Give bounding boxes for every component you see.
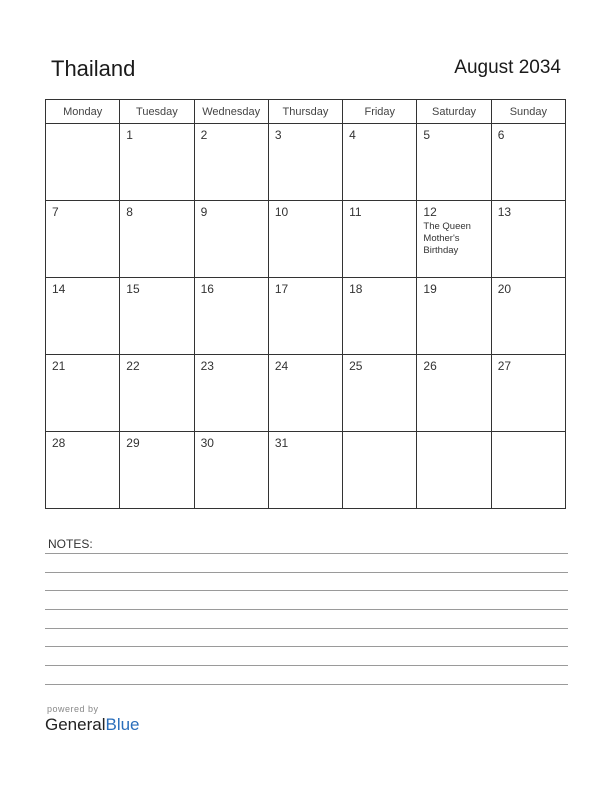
day-number: 13	[497, 205, 512, 219]
day-number: 22	[126, 359, 140, 373]
powered-by-text: powered by	[47, 704, 99, 714]
day-number: 11	[349, 205, 362, 219]
day-number: 28	[52, 436, 66, 450]
day-cell	[491, 201, 565, 278]
note-line	[45, 590, 568, 591]
day-number: 23	[200, 359, 214, 373]
brand-name-general: General	[45, 715, 106, 734]
day-cell	[491, 432, 565, 509]
note-line	[45, 609, 568, 610]
day-number: 4	[349, 128, 356, 142]
day-number: 8	[126, 205, 133, 219]
calendar-month-title: August 2034	[454, 57, 561, 78]
day-number: 2	[200, 128, 208, 142]
weekday-header: Wednesday	[194, 100, 268, 124]
day-cell	[343, 432, 417, 509]
calendar-grid	[45, 99, 566, 509]
day-number: 3	[274, 128, 282, 142]
day-cell	[120, 201, 194, 278]
day-cell	[120, 355, 194, 432]
day-cell	[417, 432, 491, 509]
weekday-header: Sunday	[491, 100, 565, 124]
week-row	[46, 124, 566, 201]
day-cell	[491, 278, 565, 355]
day-cell	[417, 355, 491, 432]
day-number: 26	[423, 359, 437, 373]
day-cell	[417, 201, 491, 278]
day-cell	[343, 355, 417, 432]
day-cell	[46, 278, 120, 355]
day-number: 24	[274, 359, 289, 373]
day-number: 27	[497, 359, 512, 373]
day-number: 1	[126, 128, 133, 142]
weekday-header-row	[46, 100, 566, 124]
brand-logo	[45, 704, 140, 735]
day-cell	[343, 278, 417, 355]
day-number: 19	[423, 282, 437, 296]
day-number: 30	[200, 436, 214, 450]
day-number: 12	[423, 205, 437, 219]
day-cell	[46, 432, 120, 509]
day-cell	[343, 124, 417, 201]
note-line	[45, 646, 568, 647]
weekday-header: Monday	[46, 100, 120, 124]
day-number: 7	[52, 205, 59, 219]
note-line	[45, 628, 568, 629]
week-row	[46, 278, 566, 355]
holiday-event: The Queen Mother's Birthday	[423, 221, 471, 256]
week-row	[46, 432, 566, 509]
day-number: 6	[497, 128, 505, 142]
day-cell	[268, 432, 342, 509]
note-line	[45, 665, 568, 666]
day-cell	[120, 124, 194, 201]
day-cell	[194, 124, 268, 201]
day-cell	[491, 355, 565, 432]
day-cell	[268, 355, 342, 432]
day-cell	[120, 432, 194, 509]
brand-name-blue: Blue	[105, 715, 140, 734]
day-cell	[46, 201, 120, 278]
day-cell	[417, 278, 491, 355]
note-line	[45, 553, 568, 554]
weekday-header: Friday	[343, 100, 417, 124]
day-number: 31	[274, 436, 289, 450]
brand-name	[45, 715, 140, 735]
note-line	[45, 572, 568, 573]
day-cell	[268, 201, 342, 278]
day-number: 29	[126, 436, 140, 450]
day-number: 17	[274, 282, 289, 296]
day-cell	[194, 201, 268, 278]
day-cell	[194, 355, 268, 432]
day-number: 10	[274, 205, 289, 219]
calendar-country-title: Thailand	[51, 56, 136, 81]
day-cell	[194, 432, 268, 509]
day-number: 15	[126, 282, 140, 296]
day-number: 5	[423, 128, 431, 142]
day-cell	[46, 355, 120, 432]
day-number: 18	[349, 282, 363, 296]
note-line	[45, 684, 568, 685]
day-cell	[46, 124, 120, 201]
day-number: 9	[200, 205, 208, 219]
weekday-header: Tuesday	[120, 100, 194, 124]
day-cell	[268, 278, 342, 355]
weekday-header: Saturday	[417, 100, 491, 124]
day-cell	[120, 278, 194, 355]
week-row	[46, 355, 566, 432]
day-number: 25	[349, 359, 363, 373]
day-cell	[343, 201, 417, 278]
day-number: 20	[497, 282, 512, 296]
week-row	[46, 201, 566, 278]
day-cell	[491, 124, 565, 201]
day-cell	[194, 278, 268, 355]
day-cell	[417, 124, 491, 201]
day-number: 16	[200, 282, 214, 296]
day-number: 14	[52, 282, 66, 296]
day-cell	[268, 124, 342, 201]
notes-label: NOTES:	[48, 537, 93, 551]
weekday-header: Thursday	[268, 100, 342, 124]
day-number: 21	[52, 359, 66, 373]
